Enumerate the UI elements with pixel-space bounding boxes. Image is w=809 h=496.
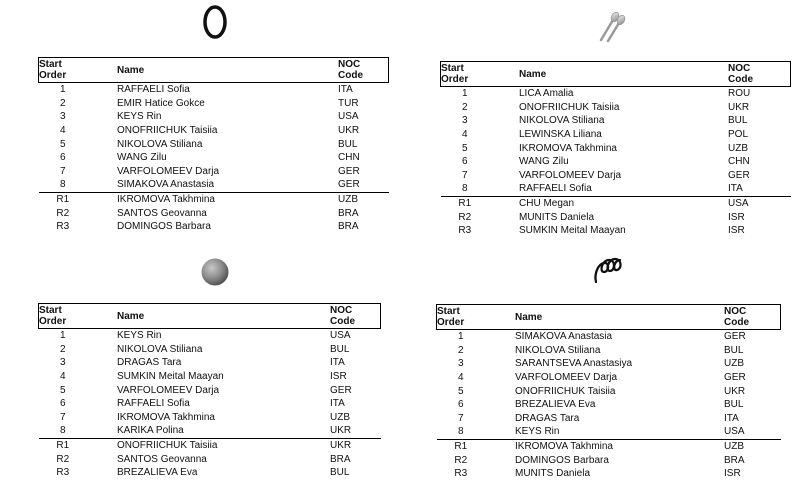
athlete-name-cell: SANTOS Geovanna bbox=[117, 207, 207, 219]
noc-code-cell: BUL bbox=[728, 115, 748, 127]
table-row bbox=[437, 384, 781, 398]
start-order-header: Start Order bbox=[437, 306, 465, 328]
start-order-cell: R2 bbox=[56, 207, 70, 219]
athlete-name-cell: DOMINGOS Barbara bbox=[117, 221, 211, 233]
noc-code-cell: POL bbox=[728, 129, 749, 141]
athlete-name-cell: MUNITS Daniela bbox=[515, 468, 591, 480]
athlete-name-cell: VARFOLOMEEV Darja bbox=[515, 372, 618, 384]
table-row bbox=[39, 97, 389, 111]
noc-code-cell: USA bbox=[330, 330, 351, 342]
table-row bbox=[39, 137, 389, 151]
noc-code-cell: USA bbox=[338, 111, 359, 123]
start-order-cell: 8 bbox=[457, 426, 464, 438]
start-order-cell: R2 bbox=[56, 453, 70, 465]
start-order-cell: 1 bbox=[59, 330, 66, 342]
table-header bbox=[39, 58, 389, 83]
table-row bbox=[39, 411, 381, 425]
athlete-name-cell: SARANTSEVA Anastasiya bbox=[515, 358, 633, 370]
start-list-table bbox=[436, 304, 781, 481]
table-row bbox=[39, 178, 389, 192]
start-order-cell: 5 bbox=[59, 384, 66, 396]
noc-code-cell: TUR bbox=[338, 97, 359, 109]
noc-code-cell: UKR bbox=[728, 101, 750, 113]
athlete-name-cell: NIKOLOVA Stiliana bbox=[515, 344, 601, 356]
start-order-cell: R2 bbox=[454, 454, 468, 466]
reserve-row bbox=[437, 467, 781, 481]
athlete-name-cell: LICA Amalia bbox=[519, 88, 574, 100]
name-header: Name bbox=[515, 311, 543, 323]
start-order-cell: 5 bbox=[461, 142, 468, 154]
noc-code-cell: GER bbox=[330, 384, 352, 396]
start-order-cell: 1 bbox=[457, 331, 464, 343]
start-order-cell: 5 bbox=[457, 385, 464, 397]
start-list-table bbox=[440, 61, 791, 238]
table-row bbox=[39, 424, 381, 438]
start-order-cell: 8 bbox=[59, 179, 66, 191]
start-order-cell: 4 bbox=[59, 371, 66, 383]
start-order-cell: 4 bbox=[457, 372, 464, 384]
start-order-cell: 7 bbox=[59, 411, 66, 423]
noc-code-cell: GER bbox=[724, 372, 746, 384]
reserve-row bbox=[441, 210, 791, 224]
noc-code-cell: GER bbox=[724, 331, 746, 343]
start-order-cell: 3 bbox=[59, 357, 66, 369]
athlete-name-cell: CHU Megan bbox=[489, 196, 728, 210]
start-order-cell: 7 bbox=[59, 165, 66, 177]
athlete-name-cell: IKROMOVA Takhmina bbox=[519, 142, 617, 154]
clubs-icon bbox=[594, 8, 630, 44]
start-order-cell: 6 bbox=[59, 152, 66, 164]
start-order-cell: 2 bbox=[461, 101, 468, 113]
table-row bbox=[437, 371, 781, 385]
athlete-name-cell: BREZALIEVA Eva bbox=[117, 467, 198, 479]
athlete-name-cell: WANG Zilu bbox=[519, 156, 569, 168]
table-row bbox=[39, 83, 389, 97]
noc-code-cell: BRA bbox=[338, 221, 359, 233]
athlete-name-cell: DRAGAS Tara bbox=[117, 357, 182, 369]
noc-code-cell: UZB bbox=[330, 411, 350, 423]
reserve-row bbox=[437, 453, 781, 467]
table-header bbox=[441, 62, 791, 87]
athlete-name-cell: SIMAKOVA Anastasia bbox=[515, 331, 613, 343]
start-order-cell: R3 bbox=[56, 221, 70, 233]
start-order-cell: 8 bbox=[59, 425, 66, 437]
noc-code-cell: ISR bbox=[724, 468, 741, 480]
start-order-cell: R1 bbox=[39, 192, 88, 206]
noc-code-cell: BRA bbox=[330, 453, 351, 465]
athlete-name-cell: DOMINGOS Barbara bbox=[515, 454, 609, 466]
hoop-icon bbox=[198, 4, 232, 40]
noc-code-cell: UKR bbox=[330, 425, 352, 437]
athlete-name-cell: NIKOLOVA Stiliana bbox=[117, 343, 203, 355]
start-order-cell: 2 bbox=[59, 343, 66, 355]
table-row bbox=[437, 344, 781, 358]
athlete-name-cell: BREZALIEVA Eva bbox=[515, 399, 596, 411]
table-row bbox=[441, 87, 791, 101]
name-header: Name bbox=[117, 310, 145, 322]
athlete-name-cell: IKROMOVA Takhmina bbox=[117, 411, 215, 423]
start-order-cell: 6 bbox=[457, 399, 464, 411]
reserve-row bbox=[441, 224, 791, 238]
noc-code-cell: CHN bbox=[338, 152, 360, 164]
athlete-name-cell: LEWINSKA Liliana bbox=[519, 129, 602, 141]
noc-code-cell: ISR bbox=[330, 371, 347, 383]
table-row bbox=[39, 165, 389, 179]
noc-code-cell: ITA bbox=[728, 183, 743, 195]
noc-code-cell: BUL bbox=[330, 343, 350, 355]
noc-code-cell: GER bbox=[728, 169, 750, 181]
noc-code-cell: ISR bbox=[728, 225, 745, 237]
athlete-name-cell: VARFOLOMEEV Darja bbox=[519, 169, 622, 181]
athlete-name-cell: RAFFAELI Sofia bbox=[117, 398, 190, 410]
table-row bbox=[437, 330, 781, 344]
start-order-cell: 8 bbox=[461, 183, 468, 195]
noc-code-cell: UKR bbox=[724, 385, 746, 397]
start-order-cell: 1 bbox=[59, 84, 66, 96]
table-row bbox=[441, 169, 791, 183]
table-header bbox=[39, 304, 381, 329]
table-row bbox=[39, 151, 389, 165]
start-list-table bbox=[38, 57, 389, 234]
start-order-cell: 4 bbox=[59, 125, 66, 137]
start-order-cell: R3 bbox=[56, 467, 70, 479]
table-row bbox=[441, 182, 791, 196]
athlete-name-cell: ONOFRIICHUK Taisiia bbox=[519, 101, 620, 113]
start-order-cell: 2 bbox=[457, 344, 464, 356]
noc-code-cell: GER bbox=[338, 179, 360, 191]
start-order-cell: R3 bbox=[458, 225, 472, 237]
reserve-row bbox=[441, 196, 791, 210]
ribbon-icon bbox=[590, 254, 630, 288]
athlete-name-cell: ONOFRIICHUK Taisiia bbox=[515, 385, 616, 397]
start-order-cell: 6 bbox=[59, 398, 66, 410]
name-header: Name bbox=[117, 64, 145, 76]
noc-header: NOC Code bbox=[338, 59, 363, 81]
noc-code-cell: CHN bbox=[728, 156, 750, 168]
start-order-header: Start Order bbox=[39, 59, 67, 81]
noc-code-cell: UZB bbox=[724, 439, 781, 453]
noc-code-cell: BRA bbox=[724, 454, 745, 466]
noc-code-cell: UZB bbox=[724, 358, 744, 370]
reserve-row bbox=[39, 452, 381, 466]
athlete-name-cell: VARFOLOMEEV Darja bbox=[117, 384, 220, 396]
start-order-cell: 5 bbox=[59, 138, 66, 150]
table-row bbox=[437, 425, 781, 439]
start-order-cell: 3 bbox=[461, 115, 468, 127]
noc-code-cell: UZB bbox=[338, 192, 389, 206]
noc-code-cell: ITA bbox=[330, 398, 345, 410]
start-list-clubs bbox=[440, 61, 792, 241]
noc-header: NOC Code bbox=[330, 305, 355, 327]
table-row bbox=[39, 329, 381, 343]
athlete-name-cell: KARIKA Polina bbox=[117, 425, 184, 437]
athlete-name-cell: IKROMOVA Takhmina bbox=[485, 439, 724, 453]
athlete-name-cell: DRAGAS Tara bbox=[515, 412, 580, 424]
table-header bbox=[437, 305, 781, 330]
reserve-row bbox=[39, 220, 389, 234]
athlete-name-cell: SUMKIN Meital Maayan bbox=[519, 225, 626, 237]
table-row bbox=[441, 141, 791, 155]
noc-header: NOC Code bbox=[728, 63, 753, 85]
start-order-cell: R2 bbox=[458, 211, 472, 223]
athlete-name-cell: ONOFRIICHUK Taisiia bbox=[87, 438, 330, 452]
noc-code-cell: BUL bbox=[338, 138, 358, 150]
table-row bbox=[39, 343, 381, 357]
athlete-name-cell: KEYS Rin bbox=[515, 426, 560, 438]
noc-code-cell: UKR bbox=[330, 438, 381, 452]
noc-code-cell: UZB bbox=[728, 142, 748, 154]
reserve-row bbox=[39, 438, 381, 452]
start-order-cell: 1 bbox=[461, 88, 468, 100]
start-order-cell: 3 bbox=[59, 111, 66, 123]
start-list-ball bbox=[38, 303, 382, 489]
start-order-cell: 7 bbox=[457, 412, 464, 424]
start-list-hoop bbox=[38, 57, 390, 236]
noc-code-cell: USA bbox=[728, 196, 791, 210]
athlete-name-cell: KEYS Rin bbox=[117, 111, 162, 123]
athlete-name-cell: NIKOLOVA Stiliana bbox=[519, 115, 605, 127]
table-row bbox=[39, 356, 381, 370]
start-order-cell: R3 bbox=[454, 468, 468, 480]
athlete-name-cell: KEYS Rin bbox=[117, 330, 162, 342]
athlete-name-cell: IKROMOVA Takhmina bbox=[87, 192, 338, 206]
noc-code-cell: ISR bbox=[728, 211, 745, 223]
athlete-name-cell: EMIR Hatice Gokce bbox=[117, 97, 205, 109]
reserve-row bbox=[437, 439, 781, 453]
start-list-ribbon bbox=[436, 304, 782, 490]
table-row bbox=[437, 357, 781, 371]
athlete-name-cell: ONOFRIICHUK Taisiia bbox=[117, 125, 218, 137]
noc-code-cell: ROU bbox=[728, 88, 751, 100]
noc-code-cell: ITA bbox=[338, 84, 353, 96]
noc-code-cell: GER bbox=[338, 165, 360, 177]
noc-code-cell: BUL bbox=[724, 344, 744, 356]
ball-icon bbox=[198, 256, 232, 288]
table-row bbox=[441, 155, 791, 169]
table-row bbox=[39, 124, 389, 138]
athlete-name-cell: SIMAKOVA Anastasia bbox=[117, 179, 215, 191]
athlete-name-cell: VARFOLOMEEV Darja bbox=[117, 165, 220, 177]
start-order-header: Start Order bbox=[441, 63, 469, 85]
start-order-cell: 2 bbox=[59, 97, 66, 109]
noc-code-cell: USA bbox=[724, 426, 745, 438]
table-row bbox=[441, 128, 791, 142]
athlete-name-cell: RAFFAELI Sofia bbox=[117, 84, 190, 96]
athlete-name-cell: RAFFAELI Sofia bbox=[519, 183, 592, 195]
noc-code-cell: BUL bbox=[330, 467, 350, 479]
athlete-name-cell: SUMKIN Meital Maayan bbox=[117, 371, 224, 383]
noc-header: NOC Code bbox=[724, 306, 749, 328]
athlete-name-cell: NIKOLOVA Stiliana bbox=[117, 138, 203, 150]
noc-code-cell: ITA bbox=[724, 412, 739, 424]
start-order-cell: 3 bbox=[457, 358, 464, 370]
start-order-cell: 4 bbox=[461, 129, 468, 141]
table-row bbox=[437, 398, 781, 412]
start-order-cell: R1 bbox=[39, 438, 88, 452]
start-list-table bbox=[38, 303, 381, 480]
start-order-header: Start Order bbox=[39, 305, 67, 327]
table-row bbox=[39, 110, 389, 124]
start-order-cell: 7 bbox=[461, 169, 468, 181]
table-row bbox=[441, 114, 791, 128]
table-row bbox=[39, 397, 381, 411]
start-order-cell: 6 bbox=[461, 156, 468, 168]
table-row bbox=[39, 370, 381, 384]
athlete-name-cell: MUNITS Daniela bbox=[519, 211, 595, 223]
table-row bbox=[441, 101, 791, 115]
table-row bbox=[437, 412, 781, 426]
table-row bbox=[39, 383, 381, 397]
start-order-cell: R1 bbox=[441, 196, 490, 210]
reserve-row bbox=[39, 466, 381, 480]
reserve-row bbox=[39, 206, 389, 220]
name-header: Name bbox=[519, 68, 547, 80]
noc-code-cell: ITA bbox=[330, 357, 345, 369]
noc-code-cell: UKR bbox=[338, 125, 360, 137]
noc-code-cell: BUL bbox=[724, 399, 744, 411]
athlete-name-cell: WANG Zilu bbox=[117, 152, 167, 164]
athlete-name-cell: SANTOS Geovanna bbox=[117, 453, 207, 465]
start-order-cell: R1 bbox=[437, 439, 486, 453]
reserve-row bbox=[39, 192, 389, 206]
noc-code-cell: BRA bbox=[338, 207, 359, 219]
